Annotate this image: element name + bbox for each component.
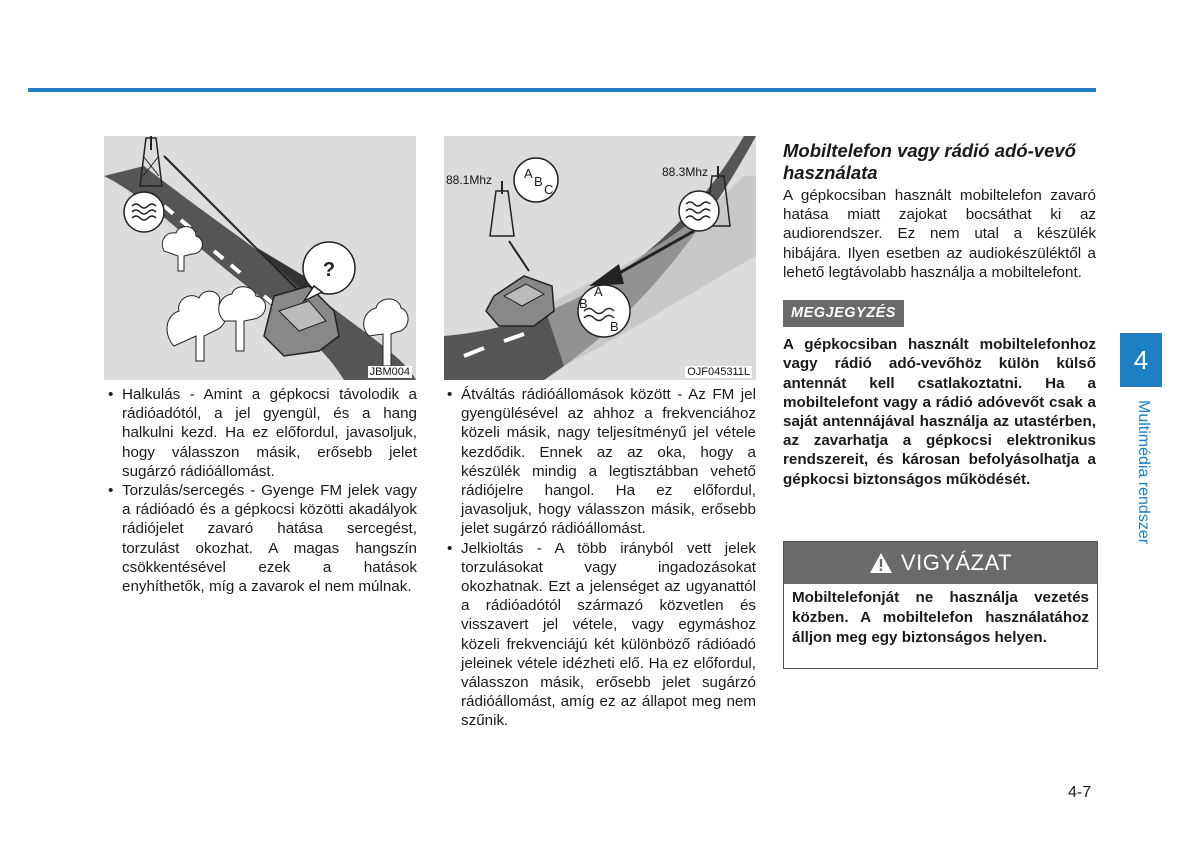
bullet-list bbox=[104, 385, 417, 596]
section-side-label bbox=[1130, 400, 1154, 570]
note-badge: MEGJEGYZÉS bbox=[783, 300, 904, 327]
column-3 bbox=[783, 140, 1096, 489]
list-item: • Halkulás - Amint a gépkocsi távolodik a rádióadótól, a jel gyengül, és a hang halkulni kezd. Ha ez előfordul, javasoljuk, hogy válasszon másik, erősebb jelet sugárzó rádióállomást. bbox=[104, 385, 417, 481]
bullet-list bbox=[443, 385, 756, 731]
note-text: A gépkocsiban használt mobiltelefonhoz vagy rádió adó-vevőhöz külön külső antennát kell csatlakoztatni. Ha a mobiltelefont vagy a rádió adóvevőt csak a saját antennájával használja az utastérben, az zavarhatja a gépkocsi elektronikus rendszereit, és károsan befolyásolhatja a gépkocsi biztonságos működését. bbox=[783, 336, 1096, 488]
question-mark: ? bbox=[322, 259, 336, 281]
svg-text:A: A bbox=[524, 166, 533, 181]
list-item: • Átváltás rádióállomások között - Az FM jel gyengülésével az ahhoz a frekvenciához közeli másik, nagy teljesítményű jel vétele kezdődik. Ennek az az oka, hogy a készülék mindig a legtisztábban vehető rádiójelre hangol. Ha ez előfordul, javasoljuk, hogy válasszon másik, erősebb jelet sugárzó rádióállomást. bbox=[443, 385, 756, 539]
list-item: • Torzulás/sercegés - Gyenge FM jelek vagy a rádióadó és a gépkocsi közötti akadályok rádiójelet zavaró hatása sercegést, torzulást okozhat. A magas hangszín csökkentésével ezek a hatások enyhíthetők, míg a zavarok el nem múlnak. bbox=[104, 481, 417, 596]
frequency-left: 88.1Mhz bbox=[446, 173, 493, 187]
column-1 bbox=[104, 385, 417, 596]
warning-text: Mobiltelefonját ne használja vezetés közben. A mobiltelefon használatához álljon meg egy biztonságos helyen. bbox=[792, 589, 1089, 646]
warning-header bbox=[784, 542, 1097, 584]
section-name: Multimédia rendszer bbox=[1135, 400, 1152, 545]
frequency-right: 88.3Mhz bbox=[662, 165, 709, 179]
warning-label: VIGYÁZAT bbox=[900, 550, 1013, 575]
warning-box bbox=[783, 541, 1098, 669]
warning-triangle-icon bbox=[869, 552, 893, 574]
header-rule bbox=[28, 88, 1096, 92]
svg-text:B: B bbox=[579, 296, 588, 311]
figure-signal-fading bbox=[104, 136, 416, 380]
figure-code: JBM004 bbox=[369, 366, 410, 378]
switching-illustration bbox=[444, 136, 756, 380]
figure-code: OJF045311L bbox=[687, 366, 750, 378]
svg-text:B: B bbox=[534, 174, 543, 189]
list-item: • Jelkioltás - A több irányból vett jelek torzulásokat vagy ingadozásokat okozhatnak. Ezt a jelenséget az ugyanattól a rádióadótól származó közvetlen és visszavert jel vétele, vagy egymáshoz közeli frekvenciájú két különböző rádióadó jeleinek vétele idézheti elő. Ha ez előfordul, válasszon másik, erősebb jelet sugárzó rádióállomást, amíg ez az állapot meg nem szűnik. bbox=[443, 539, 756, 731]
fading-illustration bbox=[104, 136, 416, 380]
svg-text:C: C bbox=[544, 182, 554, 197]
section-title: Mobiltelefon vagy rádió adó-vevő használata bbox=[783, 140, 1076, 183]
svg-text:B: B bbox=[610, 319, 619, 334]
paragraph: A gépkocsiban használt mobiltelefon zavaró hatása miatt zajokat bocsáthat ki az audiorendszer. Ez nem utal a készülék hibájára. Ilyen esetben az audiokészüléktől a lehető legtávolabb használja a mobiltelefont. bbox=[783, 187, 1096, 281]
chapter-tab[interactable]: 4 bbox=[1120, 333, 1162, 387]
page-number: 4-7 bbox=[1068, 784, 1092, 801]
figure-station-switching bbox=[444, 136, 756, 380]
column-2 bbox=[443, 385, 756, 731]
svg-text:A: A bbox=[594, 284, 603, 299]
